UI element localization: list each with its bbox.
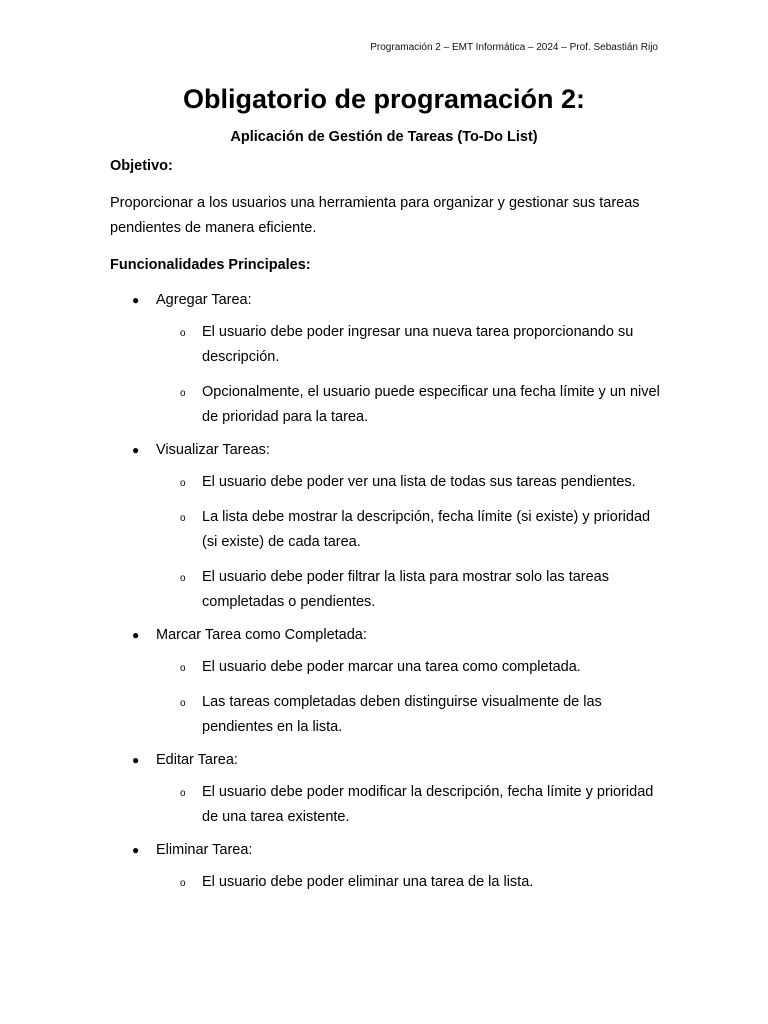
feature-subitem-text: El usuario debe poder filtrar la lista para mostrar solo las tareas completadas o pendientes. xyxy=(202,569,609,610)
feature-item-editar-tarea xyxy=(110,750,660,830)
document-body xyxy=(110,156,660,895)
feature-label: Eliminar Tarea: xyxy=(156,842,253,858)
feature-subitem xyxy=(156,565,660,615)
circle-bullet-icon: o xyxy=(180,573,186,584)
circle-bullet-icon: o xyxy=(180,663,186,674)
circle-bullet-icon: o xyxy=(180,388,186,399)
feature-subitem xyxy=(156,780,660,830)
feature-sublist xyxy=(156,655,660,740)
feature-subitem xyxy=(156,380,660,430)
document-title: Obligatorio de programación 2: xyxy=(182,84,586,114)
circle-bullet-icon: o xyxy=(180,478,186,489)
feature-subitem xyxy=(156,655,660,680)
feature-subitem xyxy=(156,470,660,495)
feature-item-eliminar-tarea xyxy=(110,840,660,895)
feature-label: Marcar Tarea como Completada: xyxy=(156,627,367,643)
circle-bullet-icon: o xyxy=(180,513,186,524)
feature-subitem-text: El usuario debe poder marcar una tarea como completada. xyxy=(202,659,581,675)
feature-item-agregar-tarea xyxy=(110,290,660,430)
circle-bullet-icon: o xyxy=(180,788,186,799)
bullet-icon: ● xyxy=(132,753,140,767)
document-subtitle: Aplicación de Gestión de Tareas (To-Do List) xyxy=(230,129,538,145)
feature-subitem-text: El usuario debe poder ver una lista de todas sus tareas pendientes. xyxy=(202,474,636,490)
feature-subitem-text: El usuario debe poder ingresar una nueva tarea proporcionando su descripción. xyxy=(202,324,634,365)
circle-bullet-icon: o xyxy=(180,878,186,889)
feature-subitem-text: Las tareas completadas deben distinguirse visualmente de las pendientes en la lista. xyxy=(202,694,602,735)
feature-subitem-text: La lista debe mostrar la descripción, fecha límite (si existe) y prioridad (si existe) de cada tarea. xyxy=(202,509,651,550)
feature-sublist xyxy=(156,470,660,615)
objective-heading: Objetivo: xyxy=(110,158,173,174)
bullet-icon: ● xyxy=(132,293,140,307)
feature-label: Editar Tarea: xyxy=(156,752,238,768)
feature-item-marcar-completada xyxy=(110,625,660,740)
feature-label: Agregar Tarea: xyxy=(156,292,252,308)
feature-subitem-text: El usuario debe poder eliminar una tarea de la lista. xyxy=(202,874,534,890)
feature-subitem xyxy=(156,320,660,370)
circle-bullet-icon: o xyxy=(180,328,186,339)
feature-subitem xyxy=(156,870,660,895)
feature-subitem xyxy=(156,505,660,555)
features-list xyxy=(110,290,660,895)
feature-subitem-text: El usuario debe poder modificar la descripción, fecha límite y prioridad de una tarea existente. xyxy=(202,784,654,825)
feature-subitem xyxy=(156,690,660,740)
feature-subitem-text: Opcionalmente, el usuario puede especificar una fecha límite y un nivel de prioridad para la tarea. xyxy=(202,384,660,425)
circle-bullet-icon: o xyxy=(180,698,186,709)
feature-item-visualizar-tareas xyxy=(110,440,660,615)
running-header: Programación 2 – EMT Informática – 2024 – Prof. Sebastián Rijo xyxy=(370,42,658,53)
feature-sublist xyxy=(156,780,660,830)
feature-sublist xyxy=(156,870,660,895)
feature-label: Visualizar Tareas: xyxy=(156,442,270,458)
bullet-icon: ● xyxy=(132,843,140,857)
objective-text: Proporcionar a los usuarios una herramienta para organizar y gestionar sus tareas pendientes de manera eficiente. xyxy=(110,195,640,236)
bullet-icon: ● xyxy=(132,443,140,457)
bullet-icon: ● xyxy=(132,628,140,642)
feature-sublist xyxy=(156,320,660,430)
features-heading: Funcionalidades Principales: xyxy=(110,257,311,273)
